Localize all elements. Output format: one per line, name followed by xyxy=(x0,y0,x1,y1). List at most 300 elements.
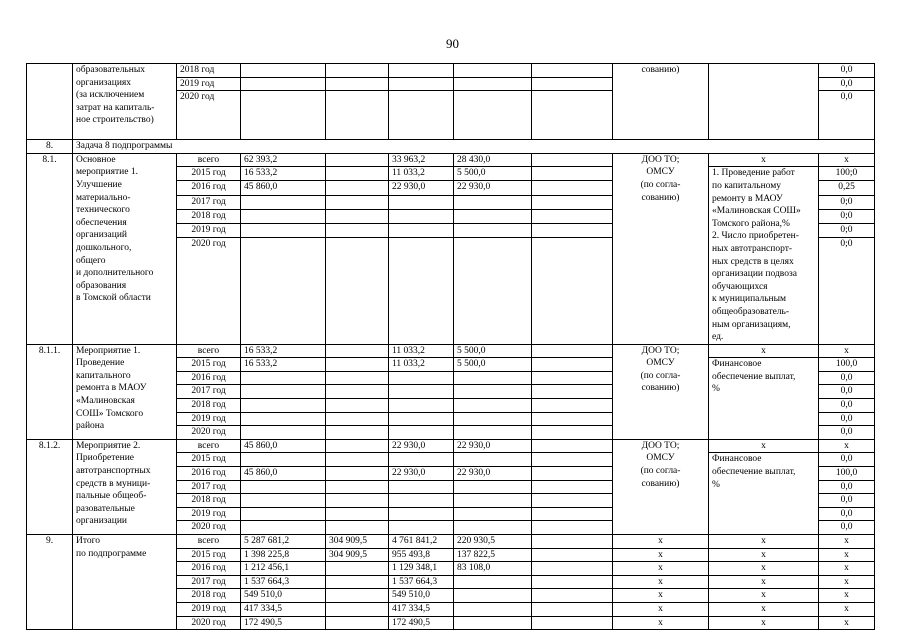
regional-cell xyxy=(389,399,454,413)
regional-cell xyxy=(389,453,454,467)
budget-table-body xyxy=(27,64,875,630)
regional-cell xyxy=(389,494,454,508)
total-cell xyxy=(241,507,326,521)
executor-cell xyxy=(613,153,709,344)
executor-line: ДОО ТО; xyxy=(641,345,680,356)
amount-cell xyxy=(532,77,613,91)
indicator-cell xyxy=(709,64,819,140)
executor-line: (по согла- xyxy=(640,370,681,381)
total-cell: 45 860,0 xyxy=(241,181,326,195)
federal-cell xyxy=(326,562,389,576)
total-cell xyxy=(241,385,326,399)
event-name-line: технического xyxy=(76,205,130,216)
local-cell xyxy=(454,602,532,616)
local-cell: 137 822,5 xyxy=(454,548,532,562)
federal-cell xyxy=(326,426,389,440)
year-cell: 2017 год xyxy=(177,195,241,209)
indicator-line: ед. xyxy=(712,332,724,343)
total-cell xyxy=(241,195,326,209)
value-cell: 0,0 xyxy=(819,91,875,140)
row-number: 8.1. xyxy=(27,153,73,344)
event-name-line: Основное xyxy=(76,154,116,165)
regional-cell: 11 033,2 xyxy=(389,358,454,372)
year-cell: 2016 год xyxy=(177,467,241,481)
year-cell: всего xyxy=(177,535,241,549)
year-cell: 2019 год xyxy=(177,602,241,616)
indicator-line: ных автотранспорт- xyxy=(712,243,793,254)
event-name-line: образования xyxy=(76,280,127,291)
federal-cell xyxy=(326,209,389,223)
value-cell: х xyxy=(819,535,875,549)
local-cell: 220 930,5 xyxy=(454,535,532,549)
indicator-line: обучающихся xyxy=(712,281,768,292)
executor-line: ОМСУ xyxy=(646,358,675,369)
value-cell: 0,25 xyxy=(819,181,875,195)
year-cell: 2015 год xyxy=(177,548,241,562)
row-number: 8. xyxy=(27,140,73,154)
year-cell: 2015 год xyxy=(177,453,241,467)
extra-cell xyxy=(532,344,613,358)
federal-cell: 304 909,5 xyxy=(326,548,389,562)
indicator-cell: х xyxy=(709,589,819,603)
value-cell: х xyxy=(819,439,875,453)
event-name-line: «Малиновская xyxy=(76,396,135,407)
executor-cell: х xyxy=(613,562,709,576)
local-cell xyxy=(454,521,532,535)
value-cell: 0,0 xyxy=(819,77,875,91)
event-name-line: разовательные xyxy=(76,503,135,514)
event-name-line: в Томской области xyxy=(76,293,151,304)
executor-line: ОМСУ xyxy=(646,453,675,464)
extra-cell xyxy=(532,467,613,481)
event-name-line: ремонта в МАОУ xyxy=(76,383,147,394)
federal-cell xyxy=(326,494,389,508)
indicator-cell: х xyxy=(709,548,819,562)
indicator-line: 1. Проведение работ xyxy=(712,168,795,179)
federal-cell xyxy=(326,575,389,589)
extra-cell xyxy=(532,494,613,508)
local-cell: 22 930,0 xyxy=(454,181,532,195)
year-cell: 2015 год xyxy=(177,167,241,181)
extra-cell xyxy=(532,167,613,181)
extra-cell xyxy=(532,575,613,589)
total-cell: 172 490,5 xyxy=(241,616,326,630)
amount-cell xyxy=(326,77,389,91)
amount-cell xyxy=(532,91,613,140)
year-cell: 2020 год xyxy=(177,91,241,140)
federal-cell xyxy=(326,453,389,467)
federal-cell xyxy=(326,399,389,413)
extra-cell xyxy=(532,602,613,616)
table-row xyxy=(27,439,875,453)
extra-cell xyxy=(532,371,613,385)
budget-table xyxy=(26,63,875,630)
extra-cell xyxy=(532,426,613,440)
total-cell xyxy=(241,237,326,344)
total-cell: 45 860,0 xyxy=(241,467,326,481)
regional-cell: 22 930,0 xyxy=(389,467,454,481)
extra-cell xyxy=(532,181,613,195)
value-cell: х xyxy=(819,344,875,358)
year-cell: 2020 год xyxy=(177,521,241,535)
year-cell: 2015 год xyxy=(177,358,241,372)
value-cell: 0;0 xyxy=(819,195,875,209)
value-cell: 100,0 xyxy=(819,358,875,372)
federal-cell xyxy=(326,467,389,481)
value-cell: 0,0 xyxy=(819,453,875,467)
extra-cell xyxy=(532,453,613,467)
total-cell xyxy=(241,412,326,426)
extra-cell xyxy=(532,399,613,413)
event-name xyxy=(73,439,177,534)
regional-cell xyxy=(389,480,454,494)
value-cell: 100,0 xyxy=(819,467,875,481)
year-cell: всего xyxy=(177,439,241,453)
local-cell xyxy=(454,195,532,209)
value-cell: х xyxy=(819,602,875,616)
total-cell xyxy=(241,209,326,223)
indicator-cell: х xyxy=(709,562,819,576)
table-row xyxy=(27,64,875,78)
task-title: Задача 8 подпрограммы xyxy=(73,140,875,154)
year-cell: 2019 год xyxy=(177,412,241,426)
federal-cell xyxy=(326,385,389,399)
local-cell xyxy=(454,589,532,603)
executor-line: ОМСУ xyxy=(646,167,675,178)
year-cell: 2017 год xyxy=(177,480,241,494)
federal-cell xyxy=(326,358,389,372)
event-name-line: Мероприятие 1. xyxy=(76,345,141,356)
value-cell: х xyxy=(819,562,875,576)
event-name-line: района xyxy=(76,421,105,432)
executor-cell: х xyxy=(613,589,709,603)
indicator-line: % xyxy=(712,479,720,490)
executor-cell xyxy=(613,344,709,439)
event-name-line: (за исключением xyxy=(76,90,145,101)
year-cell: 2016 год xyxy=(177,562,241,576)
regional-cell xyxy=(389,223,454,237)
year-cell: 2018 год xyxy=(177,494,241,508)
year-cell: 2020 год xyxy=(177,616,241,630)
executor-cell xyxy=(613,64,709,140)
regional-cell xyxy=(389,195,454,209)
extra-cell xyxy=(532,195,613,209)
regional-cell: 22 930,0 xyxy=(389,181,454,195)
regional-cell: 955 493,8 xyxy=(389,548,454,562)
federal-cell xyxy=(326,439,389,453)
regional-cell xyxy=(389,521,454,535)
extra-cell xyxy=(532,153,613,167)
local-cell: 5 500,0 xyxy=(454,167,532,181)
indicator-head: х xyxy=(709,344,819,358)
event-name-line: Итого xyxy=(76,536,101,546)
indicator-cell xyxy=(709,167,819,344)
event-name xyxy=(73,535,177,630)
regional-cell: 172 490,5 xyxy=(389,616,454,630)
event-name-line: Проведение xyxy=(76,358,125,369)
total-cell xyxy=(241,223,326,237)
total-cell: 16 533,2 xyxy=(241,358,326,372)
executor-cell: х xyxy=(613,602,709,616)
value-cell: 0,0 xyxy=(819,412,875,426)
executor-line: сованию) xyxy=(641,192,680,203)
local-cell xyxy=(454,494,532,508)
indicator-line: 2. Число приобретен- xyxy=(712,231,799,242)
indicator-line: Финансовое xyxy=(712,454,762,465)
total-cell xyxy=(241,399,326,413)
value-cell: х xyxy=(819,616,875,630)
indicator-cell: х xyxy=(709,575,819,589)
local-cell xyxy=(454,575,532,589)
amount-cell xyxy=(532,64,613,78)
executor-line: сованию) xyxy=(641,383,680,394)
event-name-line: Приобретение xyxy=(76,453,134,464)
total-cell: 16 533,2 xyxy=(241,167,326,181)
total-cell: 549 510,0 xyxy=(241,589,326,603)
extra-cell xyxy=(532,237,613,344)
indicator-line: обеспечение выплат, xyxy=(712,467,796,478)
extra-cell xyxy=(532,209,613,223)
federal-cell xyxy=(326,237,389,344)
federal-cell xyxy=(326,344,389,358)
federal-cell xyxy=(326,223,389,237)
regional-cell: 11 033,2 xyxy=(389,167,454,181)
regional-cell: 11 033,2 xyxy=(389,344,454,358)
task-row xyxy=(27,140,875,154)
local-cell xyxy=(454,453,532,467)
extra-cell xyxy=(532,439,613,453)
value-cell: 0,0 xyxy=(819,494,875,508)
year-cell: 2020 год xyxy=(177,237,241,344)
total-cell: 417 334,5 xyxy=(241,602,326,616)
local-cell xyxy=(454,426,532,440)
event-name-line: и дополнительного xyxy=(76,268,154,279)
federal-cell xyxy=(326,412,389,426)
amount-cell xyxy=(326,91,389,140)
executor-line: сованию) xyxy=(641,478,680,489)
year-cell: 2018 год xyxy=(177,64,241,78)
value-cell: 0;0 xyxy=(819,237,875,344)
amount-cell xyxy=(454,91,532,140)
local-cell: 5 500,0 xyxy=(454,358,532,372)
row-number xyxy=(27,64,73,140)
row-number: 8.1.1. xyxy=(27,344,73,439)
federal-cell xyxy=(326,589,389,603)
local-cell xyxy=(454,223,532,237)
total-cell xyxy=(241,494,326,508)
value-cell: 0,0 xyxy=(819,64,875,78)
event-name-line: организаций xyxy=(76,230,128,241)
federal-cell xyxy=(326,480,389,494)
total-cell: 45 860,0 xyxy=(241,439,326,453)
indicator-line: по капитальному xyxy=(712,180,781,191)
event-name-line: организациях xyxy=(76,77,132,88)
event-name-line: Мероприятие 2. xyxy=(76,440,141,451)
local-cell xyxy=(454,399,532,413)
year-cell: 2017 год xyxy=(177,575,241,589)
indicator-cell: х xyxy=(709,616,819,630)
table-row xyxy=(27,535,875,549)
amount-cell xyxy=(241,91,326,140)
year-cell: всего xyxy=(177,153,241,167)
event-name-line: капитального xyxy=(76,370,131,381)
value-cell: 0,0 xyxy=(819,507,875,521)
amount-cell xyxy=(389,91,454,140)
indicator-head: х xyxy=(709,153,819,167)
table-row xyxy=(27,153,875,167)
extra-cell xyxy=(532,589,613,603)
year-cell: 2019 год xyxy=(177,507,241,521)
regional-cell: 4 761 841,2 xyxy=(389,535,454,549)
amount-cell xyxy=(454,77,532,91)
total-cell xyxy=(241,521,326,535)
local-cell: 83 108,0 xyxy=(454,562,532,576)
federal-cell xyxy=(326,181,389,195)
regional-cell: 22 930,0 xyxy=(389,439,454,453)
event-name-line: по подпрограмме xyxy=(76,548,147,559)
indicator-line: организации подвоза xyxy=(712,269,797,280)
event-name xyxy=(73,344,177,439)
event-name xyxy=(73,64,177,140)
total-cell xyxy=(241,453,326,467)
extra-cell xyxy=(532,358,613,372)
extra-cell xyxy=(532,507,613,521)
value-cell: 0,0 xyxy=(819,480,875,494)
extra-cell xyxy=(532,616,613,630)
extra-cell xyxy=(532,521,613,535)
event-name-line: дошкольного, xyxy=(76,242,132,253)
amount-cell xyxy=(389,77,454,91)
extra-cell xyxy=(532,535,613,549)
year-cell: 2016 год xyxy=(177,181,241,195)
event-name-line: мероприятие 1. xyxy=(76,167,138,178)
federal-cell xyxy=(326,521,389,535)
local-cell: 28 430,0 xyxy=(454,153,532,167)
regional-cell: 549 510,0 xyxy=(389,589,454,603)
event-name-line: обеспечения xyxy=(76,217,127,228)
value-cell: х xyxy=(819,589,875,603)
total-cell: 1 212 456,1 xyxy=(241,562,326,576)
executor-line: ДОО ТО; xyxy=(641,440,680,451)
indicator-line: ремонту в МАОУ xyxy=(712,193,783,204)
executor-cell: х xyxy=(613,548,709,562)
year-cell: 2018 год xyxy=(177,399,241,413)
regional-cell: 1 537 664,3 xyxy=(389,575,454,589)
total-cell: 5 287 681,2 xyxy=(241,535,326,549)
regional-cell: 1 129 348,1 xyxy=(389,562,454,576)
value-cell: х xyxy=(819,548,875,562)
event-name-line: Улучшение xyxy=(76,179,122,190)
indicator-line: к муниципальным xyxy=(712,294,787,305)
value-cell: 100;0 xyxy=(819,167,875,181)
indicator-cell: х xyxy=(709,535,819,549)
value-cell: х xyxy=(819,153,875,167)
value-cell: 0,0 xyxy=(819,385,875,399)
indicator-line: Финансовое xyxy=(712,359,762,370)
table-row xyxy=(27,344,875,358)
local-cell: 22 930,0 xyxy=(454,467,532,481)
indicator-line: Томского района,% xyxy=(712,218,790,229)
regional-cell xyxy=(389,371,454,385)
year-cell: 2017 год xyxy=(177,385,241,399)
local-cell xyxy=(454,237,532,344)
local-cell: 5 500,0 xyxy=(454,344,532,358)
event-name-line: средств в муници- xyxy=(76,478,151,489)
value-cell: 0;0 xyxy=(819,223,875,237)
local-cell xyxy=(454,480,532,494)
year-cell: 2019 год xyxy=(177,77,241,91)
extra-cell xyxy=(532,385,613,399)
value-cell: 0,0 xyxy=(819,371,875,385)
federal-cell xyxy=(326,195,389,209)
year-cell: 2018 год xyxy=(177,209,241,223)
extra-cell xyxy=(532,480,613,494)
event-name xyxy=(73,153,177,344)
row-number: 8.1.2. xyxy=(27,439,73,534)
federal-cell xyxy=(326,616,389,630)
indicator-cell xyxy=(709,453,819,535)
indicator-line: «Малиновская СОШ» xyxy=(712,206,801,217)
total-cell: 16 533,2 xyxy=(241,344,326,358)
executor-line: (по согла- xyxy=(640,466,681,477)
federal-cell xyxy=(326,153,389,167)
executor-cell: х xyxy=(613,535,709,549)
federal-cell xyxy=(326,602,389,616)
event-name-line: автотранспортных xyxy=(76,466,151,477)
local-cell xyxy=(454,507,532,521)
indicator-cell xyxy=(709,358,819,440)
total-cell xyxy=(241,480,326,494)
year-cell: всего xyxy=(177,344,241,358)
indicator-cell: х xyxy=(709,602,819,616)
extra-cell xyxy=(532,223,613,237)
year-cell: 2019 год xyxy=(177,223,241,237)
regional-cell xyxy=(389,412,454,426)
value-cell: 0,0 xyxy=(819,399,875,413)
page-number: 90 xyxy=(446,36,459,51)
executor-cell: х xyxy=(613,616,709,630)
indicator-head: х xyxy=(709,439,819,453)
local-cell: 22 930,0 xyxy=(454,439,532,453)
indicator-line: обеспечение выплат, xyxy=(712,371,796,382)
event-name-line: пальные общеоб- xyxy=(76,491,147,502)
year-cell: 2020 год xyxy=(177,426,241,440)
regional-cell: 417 334,5 xyxy=(389,602,454,616)
event-name-line: затрат на капиталь- xyxy=(76,102,155,113)
local-cell xyxy=(454,616,532,630)
value-cell: 0;0 xyxy=(819,209,875,223)
value-cell: х xyxy=(819,575,875,589)
amount-cell xyxy=(454,64,532,78)
amount-cell xyxy=(389,64,454,78)
regional-cell xyxy=(389,385,454,399)
amount-cell xyxy=(241,77,326,91)
event-name-line: материально- xyxy=(76,192,131,203)
local-cell xyxy=(454,412,532,426)
event-name-line: СОШ» Томского xyxy=(76,408,144,419)
executor-line: (по согла- xyxy=(640,179,681,190)
federal-cell xyxy=(326,167,389,181)
year-cell: 2018 год xyxy=(177,589,241,603)
value-cell: 0,0 xyxy=(819,426,875,440)
executor-line: ДОО ТО; xyxy=(641,154,680,165)
total-cell: 1 398 225,8 xyxy=(241,548,326,562)
executor-cell: х xyxy=(613,575,709,589)
extra-cell xyxy=(532,548,613,562)
regional-cell xyxy=(389,507,454,521)
federal-cell xyxy=(326,371,389,385)
total-cell xyxy=(241,371,326,385)
